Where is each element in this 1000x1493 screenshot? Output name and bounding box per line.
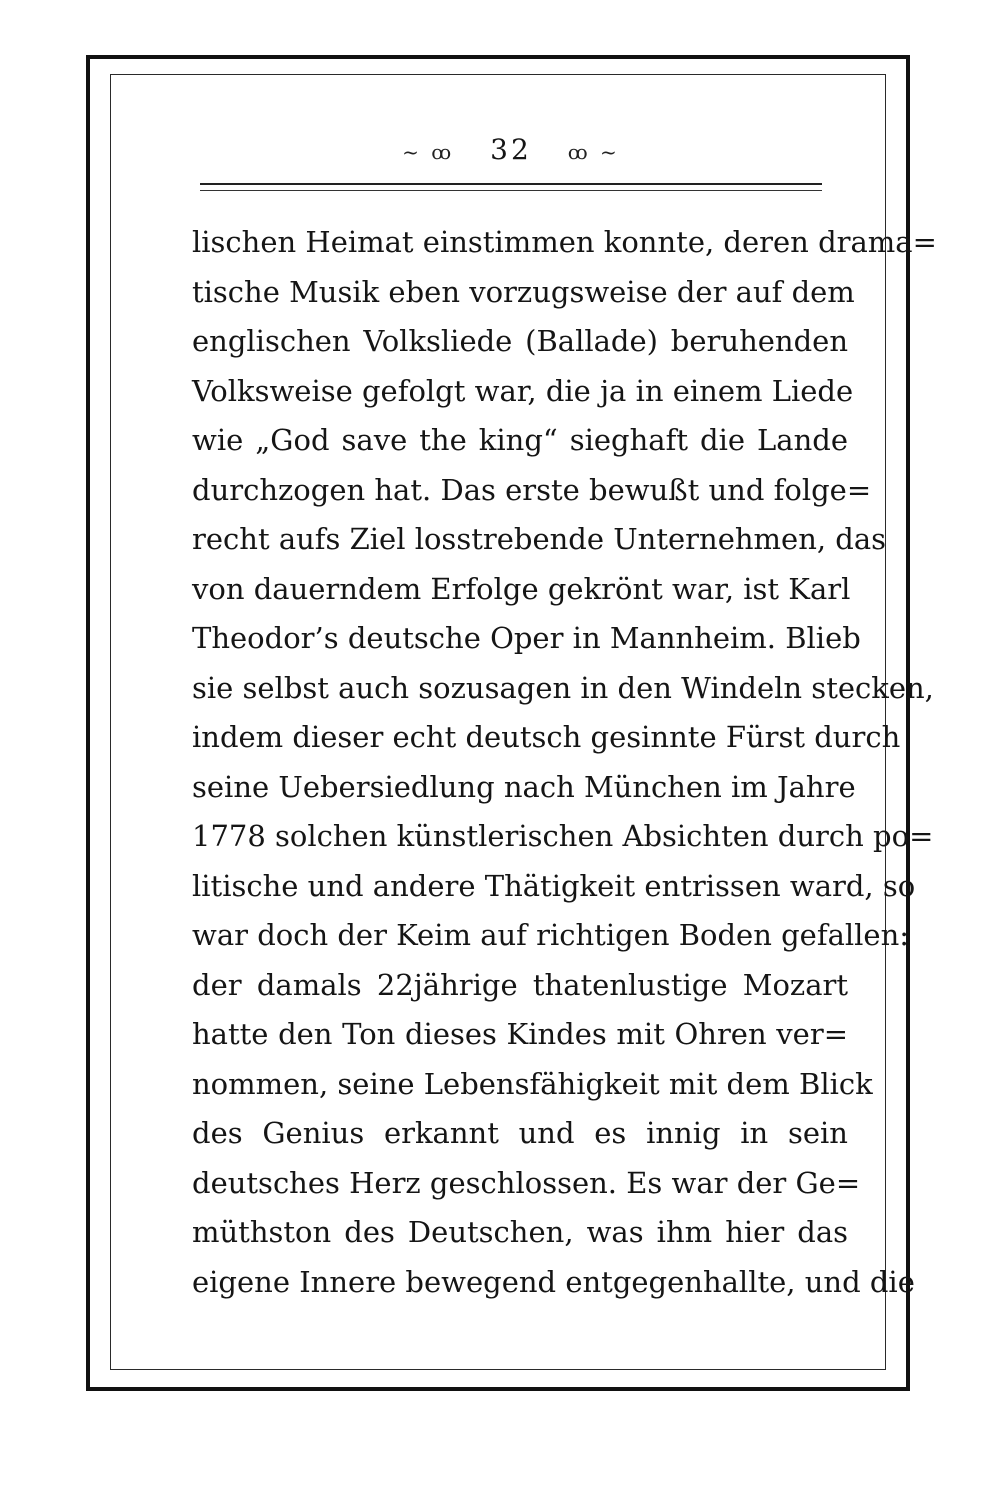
text-line: der damals 22jährige thatenlustige Mozart: [192, 967, 848, 1002]
text-line: eigene Innere bewegend entgegenhallte, und die: [192, 1264, 915, 1299]
text-line: Theodor’s deutsche Oper in Mannheim. Blieb: [192, 621, 861, 655]
text-line: wie „God save the king“ sieghaft die Lande: [192, 423, 848, 457]
text-line: recht aufs Ziel losstrebende Unternehmen, das: [192, 522, 887, 556]
text-line: 1778 solchen künstlerischen Absichten durch po=: [192, 819, 934, 853]
ornament-left-icon: ~ ꝏ: [402, 139, 455, 164]
text-line: nommen, seine Lebensfähigkeit mit dem Blick: [192, 1066, 873, 1101]
body-text: [192, 218, 937, 1307]
text-line: des Genius erkannt und es innig in sein: [192, 1116, 848, 1150]
text-line: seine Uebersiedlung nach München im Jahre: [192, 769, 856, 804]
text-line: tische Musik eben vorzugsweise der auf dem: [192, 274, 855, 309]
text-line: hatte den Ton dieses Kindes mit Ohren ver=: [192, 1017, 848, 1051]
text-line: indem dieser echt deutsch gesinnte Fürst durch: [192, 720, 901, 754]
ornament-right-icon: ꝏ ~: [567, 139, 620, 164]
text-line: müthston des Deutschen, was ihm hier das: [192, 1215, 848, 1249]
page-number: 32: [490, 133, 532, 166]
text-line: deutsches Herz geschlossen. Es war der Ge=: [192, 1165, 861, 1200]
header-rule-thin: [200, 190, 822, 191]
text-line: von dauerndem Erfolge gekrönt war, ist Karl: [192, 571, 851, 606]
text-line: lischen Heimat einstimmen konnte, deren drama=: [192, 225, 937, 259]
text-line: war doch der Keim auf richtigen Boden gefallen:: [192, 918, 910, 952]
text-line: sie selbst auch sozusagen in den Windeln stecken,: [192, 670, 934, 705]
page-header: [200, 128, 822, 172]
text-line: Volksweise gefolgt war, die ja in einem Liede: [192, 373, 854, 408]
text-line: englischen Volksliede (Ballade) beruhenden: [192, 324, 848, 358]
text-line: durchzogen hat. Das erste bewußt und folge=: [192, 472, 872, 507]
text-line: litische und andere Thätigkeit entrissen ward, so: [192, 868, 916, 903]
header-rule-thick: [200, 183, 822, 185]
